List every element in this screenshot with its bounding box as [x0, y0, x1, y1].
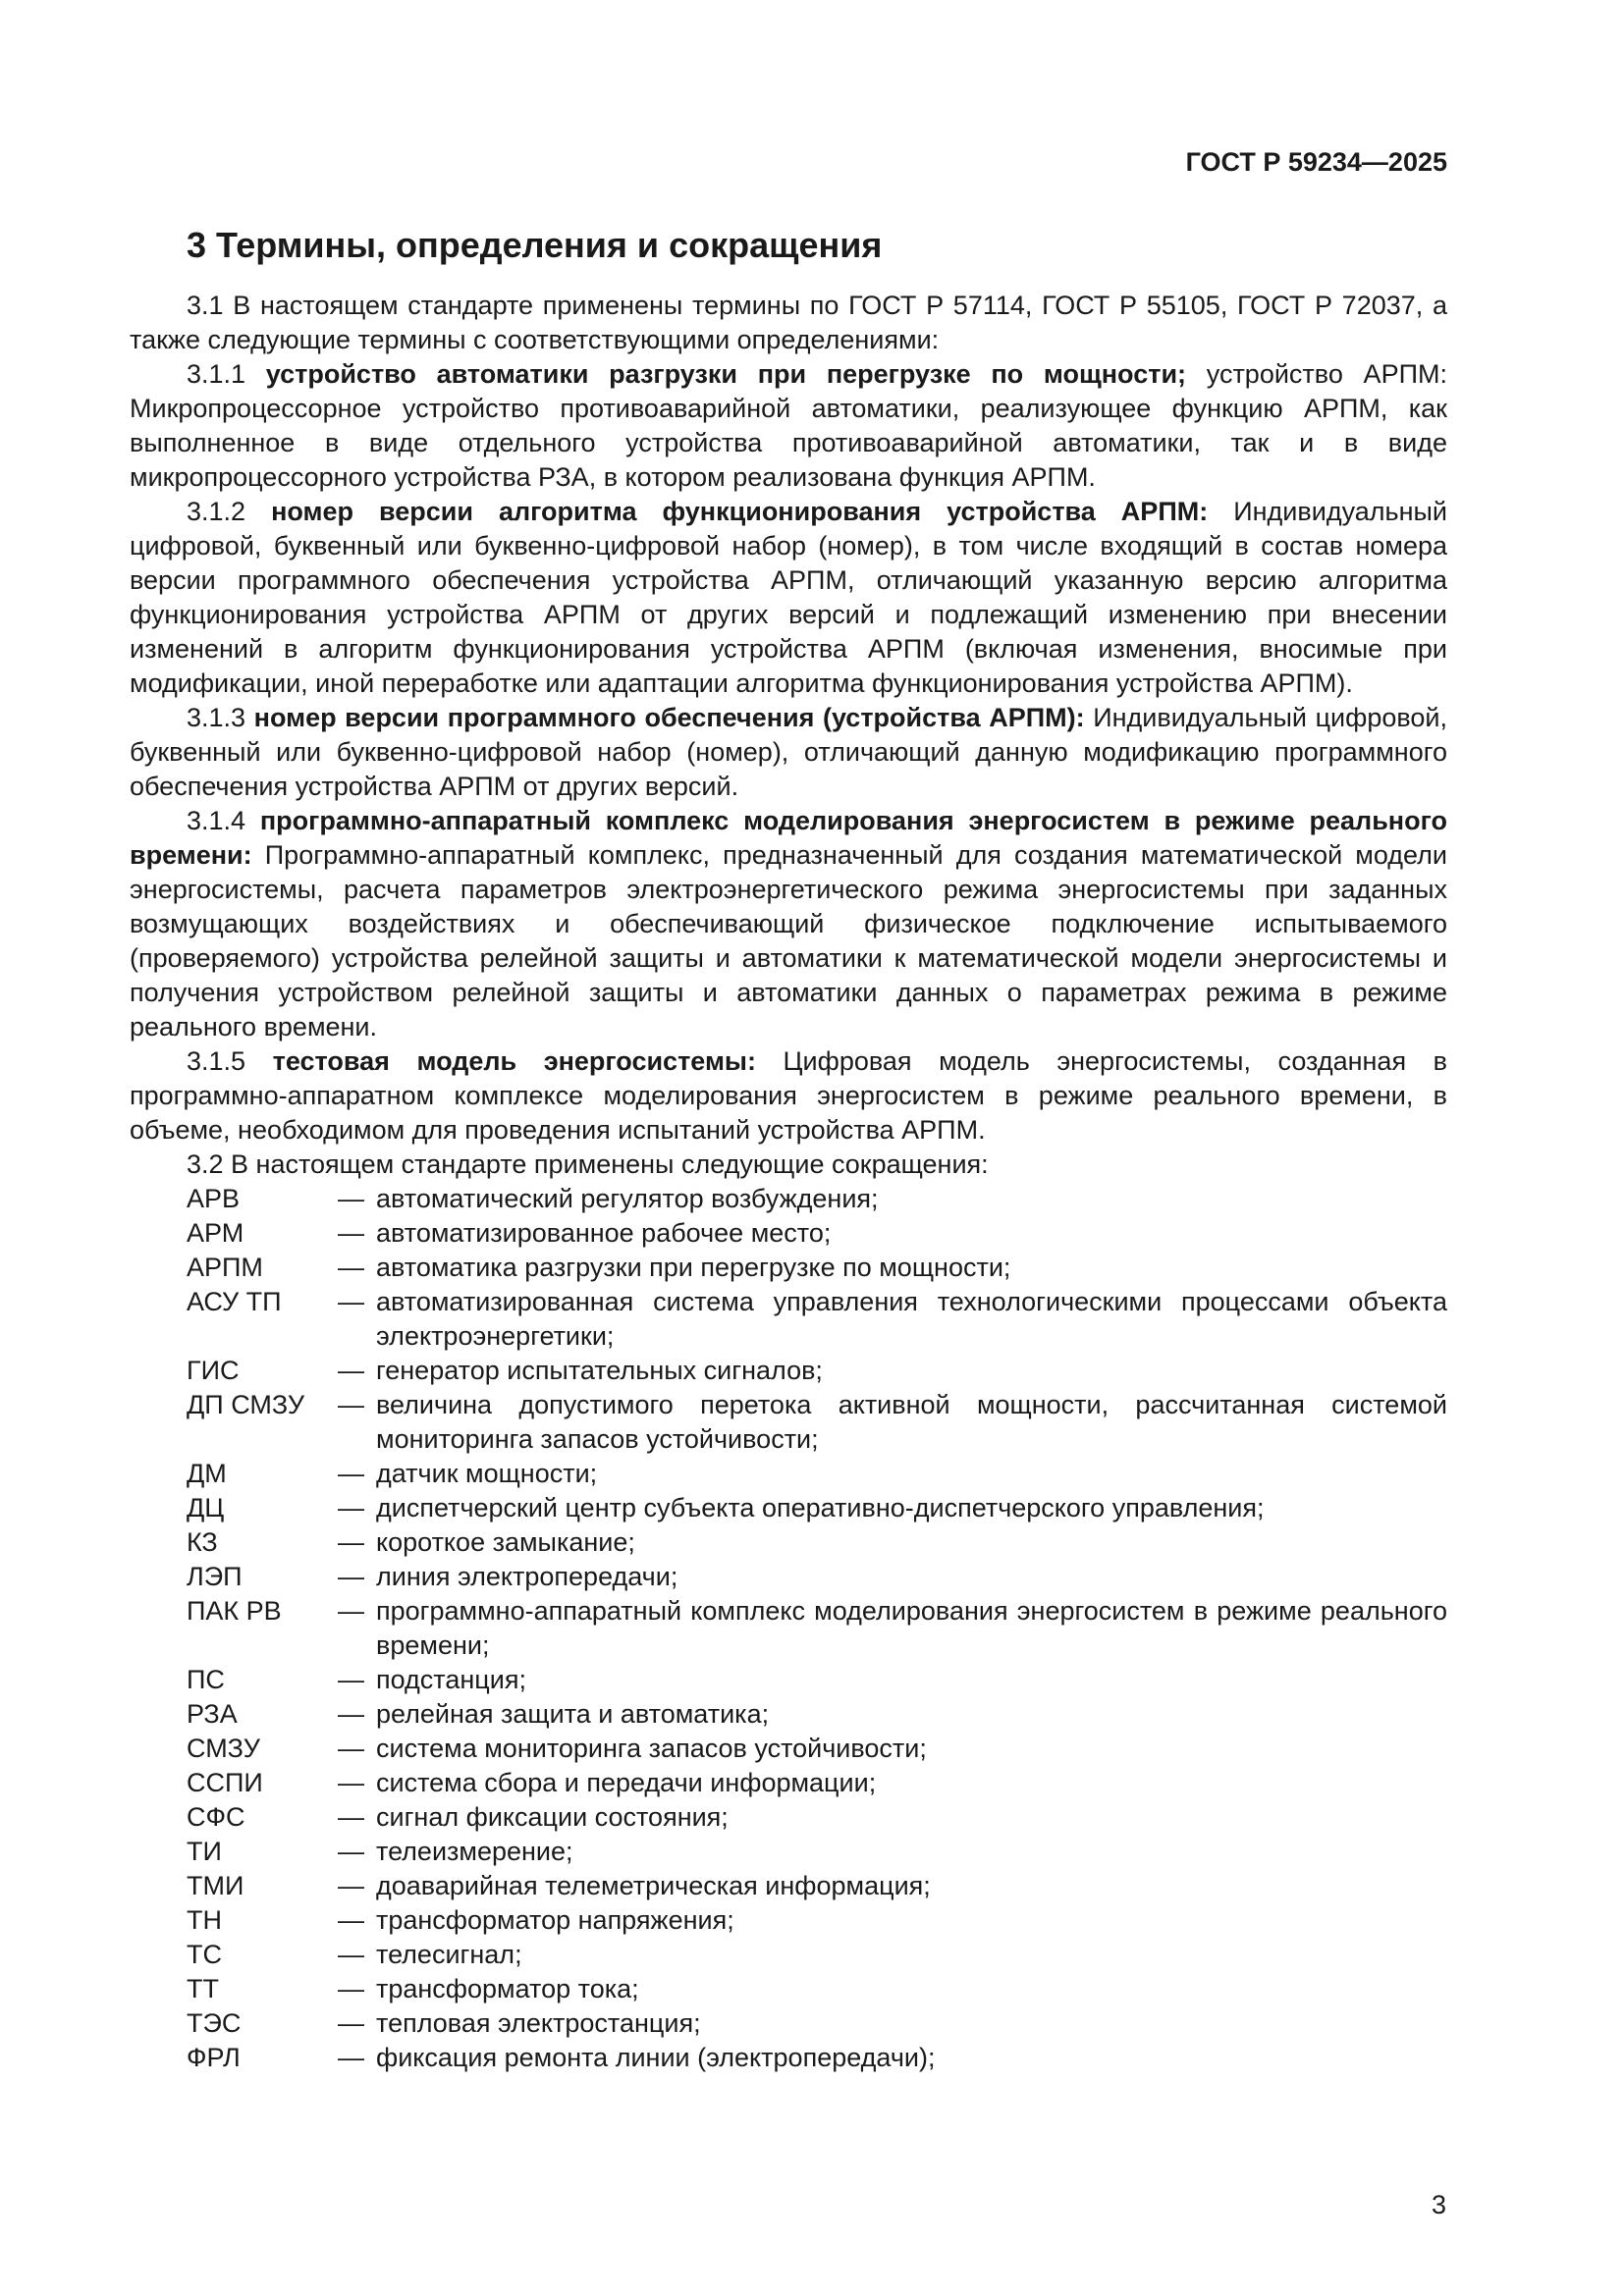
abbreviation-list: [130, 1182, 1447, 2075]
abbreviation-definition: доаварийная телеметрическая информация;: [376, 1871, 931, 1900]
abbreviation-code: ССПИ: [187, 1768, 263, 1797]
abbreviation-code: ПС: [187, 1665, 225, 1694]
term-name: программно-аппаратный комплекс моделирования энергосистем в режиме реального времени:: [130, 806, 1447, 870]
term-3-1-1: [130, 357, 1447, 495]
term-number: 3.1.3: [187, 703, 254, 732]
list-item: [130, 1354, 1447, 1388]
abbreviation-dash: —: [338, 1253, 364, 1282]
abbreviation-definition: телеизмерение;: [376, 1837, 573, 1866]
list-item: [130, 1972, 1447, 2006]
abbreviation-dash: —: [338, 1596, 364, 1626]
abbreviation-code: АРВ: [187, 1184, 241, 1213]
abbreviation-dash: —: [338, 1562, 364, 1591]
abbreviation-definition: датчик мощности;: [376, 1459, 598, 1488]
abbreviation-dash: —: [338, 1837, 364, 1866]
abbreviation-definition: фиксация ремонта линии (электропередачи);: [376, 2043, 936, 2072]
list-item: [130, 2041, 1447, 2075]
abbreviation-code: ТС: [187, 1940, 222, 1969]
term-number: 3.1.1: [187, 359, 266, 389]
list-item: [130, 1182, 1447, 1216]
abbreviation-dash: —: [338, 2008, 364, 2038]
abbreviation-dash: —: [338, 1527, 364, 1557]
abbreviation-definition: автоматизированное рабочее место;: [376, 1218, 832, 1248]
list-item: [130, 1251, 1447, 1285]
term-3-1-2: [130, 495, 1447, 701]
abbreviation-code: ФРЛ: [187, 2043, 241, 2072]
abbreviation-code: СФС: [187, 1802, 245, 1832]
abbreviation-code: АРПМ: [187, 1253, 263, 1282]
abbreviation-code: ТМИ: [187, 1871, 244, 1900]
list-item: [130, 1732, 1447, 1766]
abbreviation-code: ПАК РВ: [187, 1596, 282, 1626]
term-name: номер версии алгоритма функционирования устройства АРПМ:: [271, 497, 1209, 526]
abbreviation-code: РЗА: [187, 1699, 238, 1729]
abbreviation-definition: автоматизированная система управления технологическими процессами объекта электроэнергетики;: [376, 1287, 1447, 1351]
abbreviation-dash: —: [338, 1390, 364, 1419]
abbreviation-definition: короткое замыкание;: [376, 1527, 635, 1557]
list-item: [130, 1938, 1447, 1972]
abbreviation-code: ДП СМЗУ: [187, 1390, 305, 1419]
abbreviation-definition: генератор испытательных сигналов;: [376, 1356, 823, 1385]
list-item: [130, 1560, 1447, 1594]
abbreviation-definition: система мониторинга запасов устойчивости;: [376, 1734, 927, 1763]
abbreviation-code: ТН: [187, 1905, 222, 1935]
abbreviation-dash: —: [338, 1905, 364, 1935]
abbreviation-definition: линия электропередачи;: [376, 1562, 678, 1591]
term-name: устройство автоматики разгрузки при перегрузке по мощности;: [265, 359, 1187, 389]
abbreviation-dash: —: [338, 1356, 364, 1385]
term-3-1-3: [130, 701, 1447, 804]
abbreviation-dash: —: [338, 1493, 364, 1522]
abbreviation-definition: величина допустимого перетока активной мощности, рассчитанная системой мониторинга запасов устойчивости;: [376, 1390, 1447, 1454]
abbreviation-code: ЛЭП: [187, 1562, 243, 1591]
paragraph-3-2: 3.2 В настоящем стандарте применены следующие сокращения:: [187, 1149, 989, 1179]
abbreviation-code: ГИС: [187, 1356, 240, 1385]
list-item: [130, 1663, 1447, 1697]
abbreviation-code: ТЭС: [187, 2008, 242, 2038]
abbreviation-dash: —: [338, 1940, 364, 1969]
abbreviation-definition: сигнал фиксации состояния;: [376, 1802, 729, 1832]
page-number: 3: [1431, 2190, 1446, 2219]
abbreviation-dash: —: [338, 1459, 364, 1488]
abbreviation-dash: —: [338, 1287, 364, 1316]
abbreviation-code: ТИ: [187, 1837, 222, 1866]
list-item: [130, 1457, 1447, 1491]
abbreviation-dash: —: [338, 1699, 364, 1729]
list-item: [130, 1903, 1447, 1938]
list-item: [130, 1216, 1447, 1251]
paragraph-3-1: 3.1 В настоящем стандарте применены термины по ГОСТ Р 57114, ГОСТ Р 55105, ГОСТ Р 72037, а также следующие термины с соответствующими определениями:: [130, 291, 1447, 354]
list-item: [130, 1869, 1447, 1903]
abbreviation-definition: трансформатор тока;: [376, 1974, 639, 2003]
term-number: 3.1.5: [187, 1046, 273, 1076]
term-definition: Индивидуальный цифровой, буквенный или буквенно-цифровой набор (номер), в том числе входящий в состав номера версии программного обеспечения устройства АРПМ, отличающий указанную версию алгоритма функционирования устройства АРПМ от других версий и подлежащий изменению при внесении изменений в алгоритм функционирования устройства АРПМ (включая изменения, вносимые при модификации, иной переработке или адаптации алгоритма функционирования устройства АРПМ).: [130, 497, 1448, 698]
abbreviation-code: ДМ: [187, 1459, 227, 1488]
abbreviation-dash: —: [338, 1665, 364, 1694]
list-item: [130, 1697, 1447, 1732]
abbreviation-definition: система сбора и передачи информации;: [376, 1768, 877, 1797]
term-number: 3.1.4: [187, 806, 260, 835]
abbreviation-definition: подстанция;: [376, 1665, 526, 1694]
abbreviation-code: АСУ ТП: [187, 1287, 282, 1316]
term-name: номер версии программного обеспечения (устройства АРПМ):: [253, 703, 1085, 732]
abbreviation-dash: —: [338, 1802, 364, 1832]
abbreviation-definition: программно-аппаратный комплекс моделирования энергосистем в режиме реального времени;: [376, 1596, 1447, 1660]
abbreviation-dash: —: [338, 1768, 364, 1797]
term-definition: Цифровая модель энергосистемы, созданная в программно-аппаратном комплексе моделирования энергосистем в режиме реального времени, в объеме, необходимом для проведения испытаний устройства АРПМ.: [130, 1046, 1447, 1145]
abbreviation-code: ТТ: [187, 1974, 219, 2003]
term-definition: Программно-аппаратный комплекс, предназначенный для создания математической модели энергосистемы, расчета параметров электроэнергетического режима энергосистемы при заданных возмущающих воздействиях и обеспечивающий физическое подключение испытываемого (проверяемого) устройства релейной защиты и автоматики к математической модели энергосистемы и получения устройством релейной защиты и автоматики данных о параметрах режима в режиме реального времени.: [130, 840, 1447, 1041]
term-definition: Индивидуальный цифровой, буквенный или буквенно-цифровой набор (номер), отличающий данную модификацию программного обеспечения устройства АРПМ от других версий.: [130, 703, 1448, 801]
list-item: [130, 2006, 1447, 2041]
section-title: 3 Термины, определения и сокращения: [187, 225, 883, 265]
abbreviation-definition: телесигнал;: [376, 1940, 522, 1969]
term-definition: устройство АРПМ: Микропроцессорное устройство противоаварийной автоматики, реализующее функцию АРПМ, как выполненное в виде отдельного устройства противоаварийной автоматики, так и в виде микропроцессорного устройства РЗА, в котором реализована функция АРПМ.: [130, 359, 1447, 492]
abbreviation-dash: —: [338, 1974, 364, 2003]
abbreviation-code: КЗ: [187, 1527, 218, 1557]
abbreviation-code: АРМ: [187, 1218, 244, 1248]
abbreviation-definition: трансформатор напряжения;: [376, 1905, 734, 1935]
term-3-1-5: [130, 1044, 1447, 1148]
document-body: [130, 289, 1447, 2075]
abbreviation-definition: автоматический регулятор возбуждения;: [376, 1184, 879, 1213]
abbreviation-definition: диспетчерский центр субъекта оперативно-диспетчерского управления;: [376, 1493, 1265, 1522]
abbreviation-definition: автоматика разгрузки при перегрузке по мощности;: [376, 1253, 1011, 1282]
abbreviation-dash: —: [338, 1871, 364, 1900]
list-item: [130, 1835, 1447, 1869]
term-3-1-4: [130, 804, 1447, 1044]
list-item: [130, 1491, 1447, 1525]
term-name: тестовая модель энергосистемы:: [272, 1046, 756, 1076]
list-item: [130, 1766, 1447, 1800]
document-code-header: ГОСТ Р 59234—2025: [1185, 147, 1447, 177]
abbreviation-dash: —: [338, 1734, 364, 1763]
abbreviation-dash: —: [338, 1184, 364, 1213]
abbreviation-definition: тепловая электростанция;: [376, 2008, 701, 2038]
list-item: [130, 1525, 1447, 1560]
list-item: [130, 1800, 1447, 1835]
list-item: [130, 1388, 1447, 1457]
abbreviation-code: ДЦ: [187, 1493, 225, 1522]
abbreviation-dash: —: [338, 1218, 364, 1248]
list-item: [130, 1285, 1447, 1354]
term-number: 3.1.2: [187, 497, 272, 526]
abbreviation-definition: релейная защита и автоматика;: [376, 1699, 770, 1729]
list-item: [130, 1594, 1447, 1663]
abbreviation-dash: —: [338, 2043, 364, 2072]
abbreviation-code: СМЗУ: [187, 1734, 260, 1763]
